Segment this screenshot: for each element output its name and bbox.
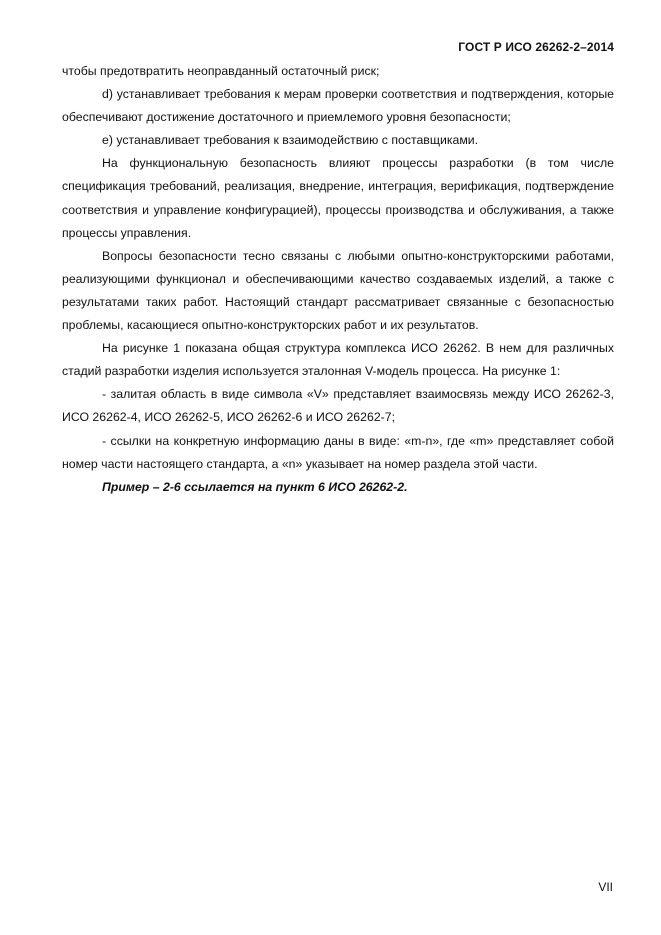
list-item-d: d) устанавливает требования к мерам проверки соответствия и подтверждения, которые обеспечивают достижение достаточного и приемлемого уровня безопасности; bbox=[62, 87, 614, 125]
list-item-e: e) устанавливает требования к взаимодействию с поставщиками. bbox=[102, 133, 479, 148]
paragraph-figure-1: На рисунке 1 показана общая структура комплекса ИСО 26262. В нем для различных стадий разработки изделия используется эталонная V-модель процесса. На рисунке 1: bbox=[62, 341, 614, 379]
list-item-references: - ссылки на конкретную информацию даны в виде: «m-n», где «m» представляет собой номер части настоящего стандарта, а «n» указывает на номер раздела этой части. bbox=[62, 433, 614, 471]
document-body bbox=[62, 60, 614, 499]
paragraph-continuation: чтобы предотвратить неоправданный остаточный риск; bbox=[62, 64, 380, 78]
list-item-v-symbol: - залитая область в виде символа «V» представляет взаимосвязь между ИСО 26262-3, ИСО 26262-4, ИСО 26262-5, ИСО 26262-6 и ИСО 26262-7; bbox=[62, 387, 614, 425]
example-note: Пример – 2-6 ссылается на пункт 6 ИСО 26262-2. bbox=[102, 479, 408, 494]
page-number: VII bbox=[598, 880, 613, 894]
paragraph-functional-safety: На функциональную безопасность влияют процессы разработки (в том числе спецификация требований, реализация, внедрение, интеграция, верификация, подтверждение соответствия и управление конфигурацией), процессы производства и обслуживания, а также процессы управления. bbox=[62, 156, 614, 240]
paragraph-safety-issues: Вопросы безопасности тесно связаны с любыми опытно-конструкторскими работами, реализующими функционал и обеспечивающими качество создаваемых изделий, а также с результатами таких работ. Настоящий стандарт рассматривает связанные с безопасностью проблемы, касающиеся опытно-конструкторских работ и их результатов. bbox=[62, 248, 614, 333]
document-header: ГОСТ Р ИСО 26262-2–2014 bbox=[458, 40, 614, 54]
